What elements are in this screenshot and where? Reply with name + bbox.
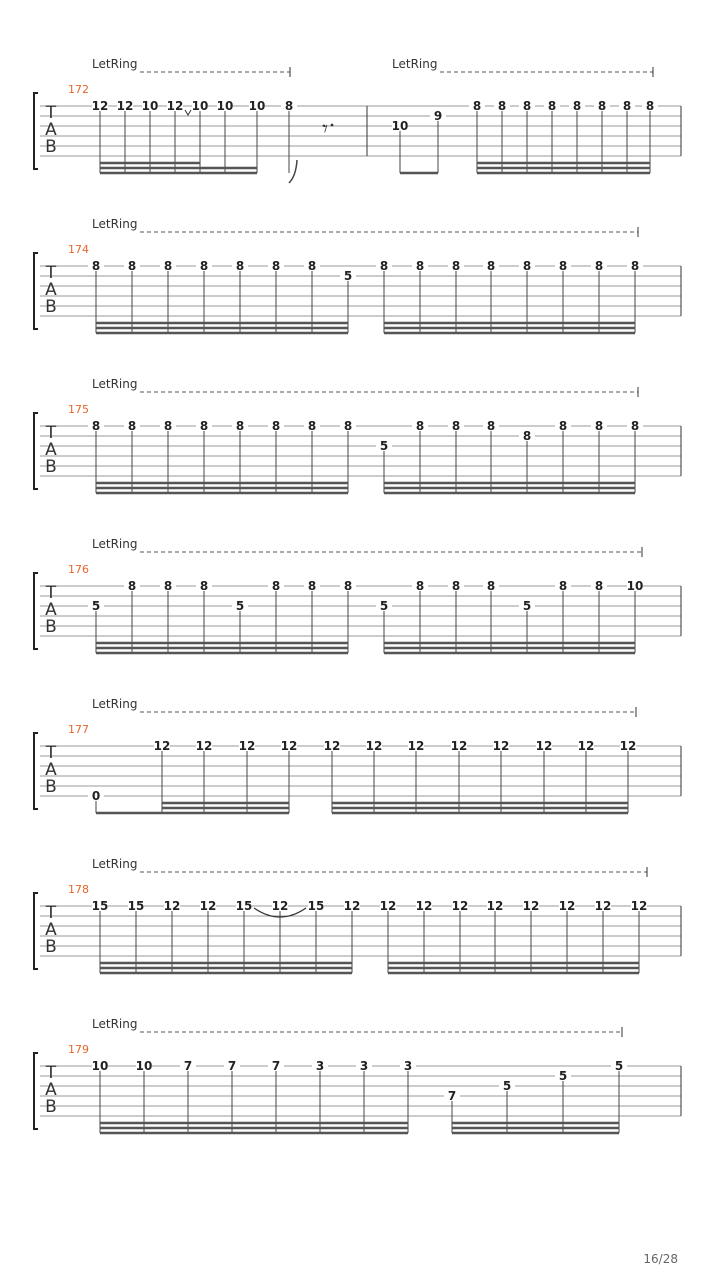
system-bracket: [34, 413, 38, 489]
fret-number: 8: [235, 259, 245, 273]
fret-number: 8: [307, 579, 317, 593]
fret-number: 8: [163, 419, 173, 433]
fret-number: 12: [577, 739, 595, 753]
fret-number: 8: [235, 419, 245, 433]
fret-number: 8: [594, 419, 604, 433]
tab-clef-letter: T: [45, 423, 57, 443]
system-bracket: [34, 893, 38, 969]
fret-number: 8: [307, 419, 317, 433]
letring-label: LetRing: [92, 217, 138, 231]
tab-clef-letter: B: [45, 937, 57, 957]
tab-system-172: [34, 57, 681, 183]
fret-number: 8: [271, 419, 281, 433]
fret-number: 12: [271, 899, 289, 913]
system-bracket: [34, 93, 38, 169]
fret-number: 8: [343, 419, 353, 433]
fret-number: 3: [315, 1059, 325, 1073]
fret-number: 8: [91, 259, 101, 273]
fret-number: 12: [238, 739, 256, 753]
fret-number: 8: [307, 259, 317, 273]
rest-symbol: 𝄾: [322, 117, 328, 142]
fret-number: 8: [594, 259, 604, 273]
fret-number: 10: [626, 579, 644, 593]
fret-number: 15: [91, 899, 109, 913]
fret-number: 5: [614, 1059, 624, 1073]
fret-number: 8: [343, 579, 353, 593]
fret-number: 12: [630, 899, 648, 913]
fret-number: 12: [343, 899, 361, 913]
fret-number: 8: [199, 579, 209, 593]
fret-number: 12: [153, 739, 171, 753]
letring-label: LetRing: [92, 857, 138, 871]
fret-number: 12: [486, 899, 504, 913]
system-bracket: [34, 733, 38, 809]
tab-clef-letter: A: [45, 600, 57, 620]
system-bracket: [34, 573, 38, 649]
fret-number: 8: [558, 579, 568, 593]
fret-number: 8: [284, 99, 294, 113]
fret-number: 8: [451, 259, 461, 273]
fret-number: 8: [522, 99, 532, 113]
bar-number: 174: [68, 243, 89, 256]
fret-number: 12: [199, 899, 217, 913]
fret-number: 8: [622, 99, 632, 113]
fret-number: 8: [163, 259, 173, 273]
fret-number: 8: [415, 419, 425, 433]
fret-number: 8: [451, 579, 461, 593]
fret-number: 7: [183, 1059, 193, 1073]
fret-number: 8: [127, 579, 137, 593]
fret-number: 12: [116, 99, 134, 113]
fret-number: 8: [522, 259, 532, 273]
letring-label: LetRing: [92, 1017, 138, 1031]
tab-clef-letter: B: [45, 617, 57, 637]
tab-clef-letter: T: [45, 903, 57, 923]
fret-number: 5: [343, 269, 353, 283]
fret-number: 12: [280, 739, 298, 753]
system-bracket: [34, 1053, 38, 1129]
fret-number: 8: [558, 259, 568, 273]
fret-number: 10: [191, 99, 209, 113]
fret-number: 8: [558, 419, 568, 433]
fret-number: 3: [403, 1059, 413, 1073]
fret-number: 8: [547, 99, 557, 113]
tab-clef-letter: A: [45, 280, 57, 300]
fret-number: 9: [433, 109, 443, 123]
fret-number: 5: [235, 599, 245, 613]
fret-number: 8: [630, 419, 640, 433]
fret-number: 5: [558, 1069, 568, 1083]
letring-label: LetRing: [92, 537, 138, 551]
fret-number: 10: [91, 1059, 109, 1073]
fret-number: 10: [135, 1059, 153, 1073]
bar-number: 172: [68, 83, 89, 96]
letring-label: LetRing: [92, 57, 138, 71]
fret-number: 12: [535, 739, 553, 753]
tab-system-179: [34, 1017, 681, 1133]
fret-number: 8: [415, 259, 425, 273]
system-bracket: [34, 253, 38, 329]
fret-number: 12: [91, 99, 109, 113]
fret-number: 15: [307, 899, 325, 913]
tab-clef-letter: B: [45, 137, 57, 157]
fret-number: 8: [199, 419, 209, 433]
tab-clef-letter: T: [45, 1063, 57, 1083]
bar-number: 175: [68, 403, 89, 416]
fret-number: 10: [216, 99, 234, 113]
fret-number: 12: [619, 739, 637, 753]
fret-number: 5: [522, 599, 532, 613]
tab-clef-letter: A: [45, 440, 57, 460]
fret-number: 8: [379, 259, 389, 273]
letring-label: LetRing: [392, 57, 438, 71]
letring-label: LetRing: [92, 697, 138, 711]
fret-number: 7: [227, 1059, 237, 1073]
tab-clef-letter: A: [45, 1080, 57, 1100]
articulation-mark: [185, 110, 191, 115]
fret-number: 8: [163, 579, 173, 593]
fret-number: 8: [630, 259, 640, 273]
tab-clef-letter: T: [45, 103, 57, 123]
fret-number: 10: [141, 99, 159, 113]
fret-number: 12: [379, 899, 397, 913]
fret-number: 8: [127, 419, 137, 433]
fret-number: 0: [91, 789, 101, 803]
tab-system-176: [34, 537, 681, 653]
fret-number: 8: [594, 579, 604, 593]
tab-clef-letter: A: [45, 120, 57, 140]
fret-number: 12: [522, 899, 540, 913]
fret-number: 8: [486, 259, 496, 273]
fret-number: 15: [127, 899, 145, 913]
tab-clef-letter: A: [45, 760, 57, 780]
bar-number: 177: [68, 723, 89, 736]
fret-number: 15: [235, 899, 253, 913]
bar-number: 176: [68, 563, 89, 576]
fret-number: 8: [271, 579, 281, 593]
fret-number: 8: [127, 259, 137, 273]
tab-clef-letter: T: [45, 583, 57, 603]
fret-number: 12: [450, 739, 468, 753]
fret-number: 12: [365, 739, 383, 753]
tab-system-175: [34, 377, 681, 493]
tab-clef-letter: B: [45, 297, 57, 317]
fret-number: 8: [486, 419, 496, 433]
note-flag: [289, 160, 297, 183]
fret-number: 8: [415, 579, 425, 593]
fret-number: 12: [558, 899, 576, 913]
page-number: 16/28: [643, 1252, 678, 1266]
fret-number: 12: [407, 739, 425, 753]
fret-number: 8: [472, 99, 482, 113]
fret-number: 12: [163, 899, 181, 913]
tab-clef-letter: B: [45, 777, 57, 797]
fret-number: 8: [497, 99, 507, 113]
fret-number: 8: [597, 99, 607, 113]
fret-number: 12: [492, 739, 510, 753]
fret-number: 8: [572, 99, 582, 113]
fret-number: 8: [91, 419, 101, 433]
fret-number: 8: [522, 429, 532, 443]
fret-number: 5: [379, 439, 389, 453]
fret-number: 10: [391, 119, 409, 133]
fret-number: 5: [91, 599, 101, 613]
tab-system-174: [34, 217, 681, 333]
fret-number: 10: [248, 99, 266, 113]
tab-system-177: [34, 697, 681, 813]
tab-clef-letter: A: [45, 920, 57, 940]
tab-clef-letter: B: [45, 457, 57, 477]
fret-number: 12: [323, 739, 341, 753]
fret-number: 12: [195, 739, 213, 753]
rest-dot: [331, 124, 334, 127]
fret-number: 12: [594, 899, 612, 913]
fret-number: 8: [451, 419, 461, 433]
fret-number: 12: [166, 99, 184, 113]
fret-number: 7: [447, 1089, 457, 1103]
tab-clef-letter: T: [45, 743, 57, 763]
fret-number: 5: [379, 599, 389, 613]
tab-clef-letter: B: [45, 1097, 57, 1117]
fret-number: 8: [271, 259, 281, 273]
fret-number: 7: [271, 1059, 281, 1073]
tab-clef-letter: T: [45, 263, 57, 283]
fret-number: 12: [451, 899, 469, 913]
fret-number: 3: [359, 1059, 369, 1073]
fret-number: 12: [415, 899, 433, 913]
fret-number: 8: [645, 99, 655, 113]
bar-number: 178: [68, 883, 89, 896]
fret-number: 8: [199, 259, 209, 273]
tab-system-178: [34, 857, 681, 973]
bar-number: 179: [68, 1043, 89, 1056]
letring-label: LetRing: [92, 377, 138, 391]
fret-number: 8: [486, 579, 496, 593]
fret-number: 5: [502, 1079, 512, 1093]
